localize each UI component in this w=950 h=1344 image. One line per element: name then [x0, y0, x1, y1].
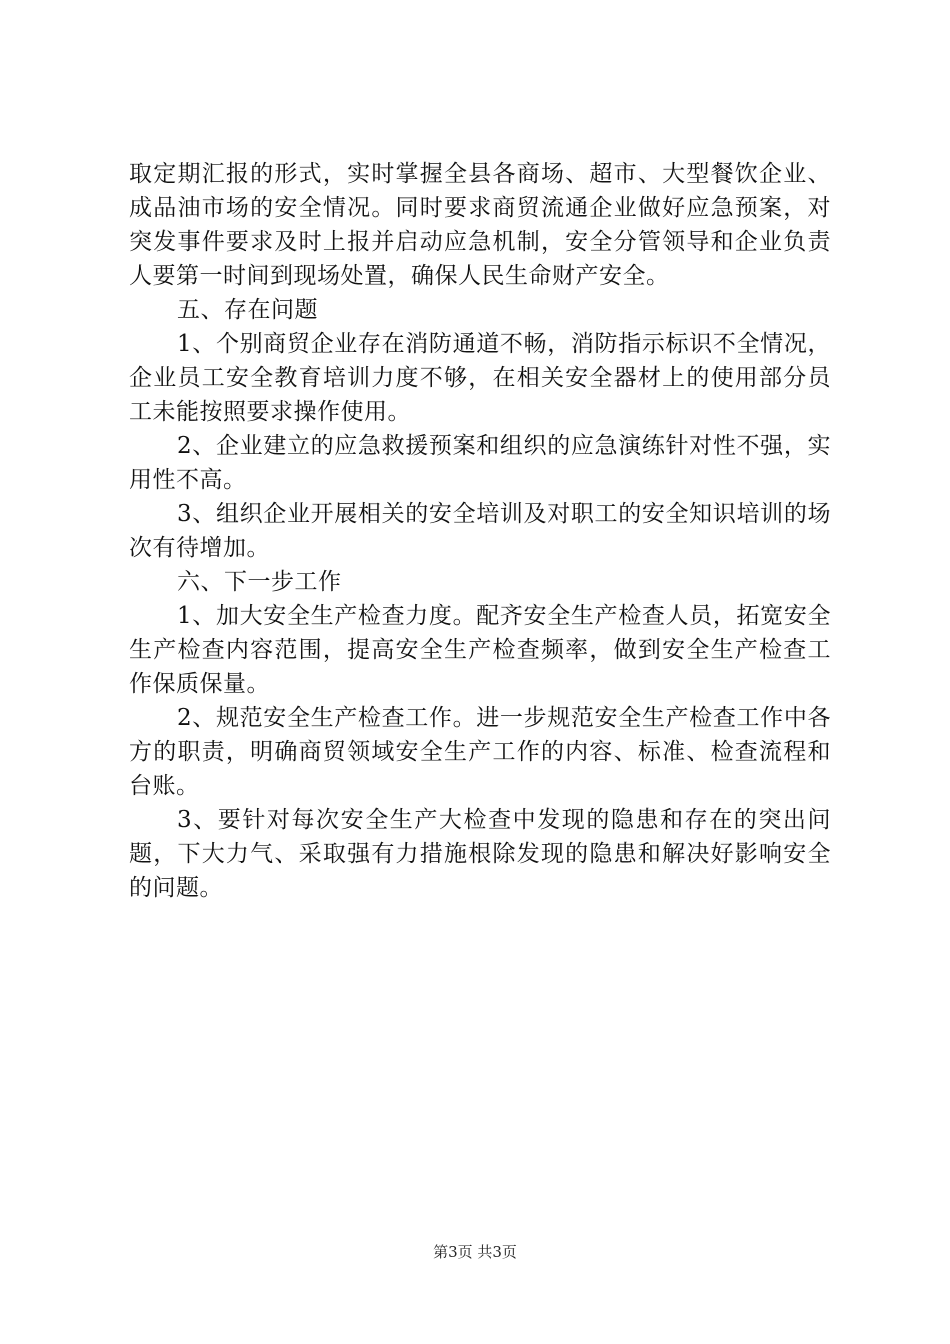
- next-step-item-3: 3、要针对每次安全生产大检查中发现的隐患和存在的突出问题，下大力气、采取强有力措施根除发现的隐患和解决好影响安全的问题。: [129, 807, 831, 901]
- problem-item-1: 1、个别商贸企业存在消防通道不畅，消防指示标识不全情况，企业员工安全教育培训力度不够，在相关安全器材上的使用部分员工未能按照要求操作使用。: [129, 331, 831, 425]
- next-step-item-2: 2、规范安全生产检查工作。进一步规范安全生产检查工作中各方的职责，明确商贸领域安全生产工作的内容、标准、检查流程和台账。: [129, 705, 831, 799]
- paragraph-continuation: 取定期汇报的形式，实时掌握全县各商场、超市、大型餐饮企业、成品油市场的安全情况。同时要求商贸流通企业做好应急预案，对突发事件要求及时上报并启动应急机制，安全分管领导和企业负责人要第一时间到现场处置，确保人民生命财产安全。: [129, 161, 831, 289]
- document-body: [129, 157, 831, 905]
- section-heading-next-steps: 六、下一步工作: [177, 569, 342, 595]
- problem-item-2: 2、企业建立的应急救援预案和组织的应急演练针对性不强，实用性不高。: [129, 433, 831, 493]
- section-heading-problems: 五、存在问题: [177, 297, 318, 323]
- page-number-footer: 第3页 共3页: [433, 1243, 517, 1261]
- next-step-item-1: 1、加大安全生产检查力度。配齐安全生产检查人员，拓宽安全生产检查内容范围，提高安全生产检查频率，做到安全生产检查工作保质保量。: [129, 603, 831, 697]
- problem-item-3: 3、组织企业开展相关的安全培训及对职工的安全知识培训的场次有待增加。: [129, 501, 831, 561]
